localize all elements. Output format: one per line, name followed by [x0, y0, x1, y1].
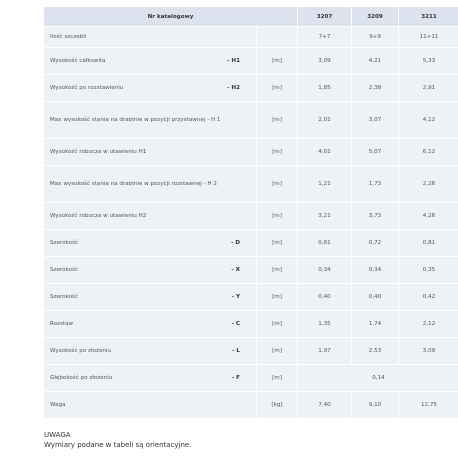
row-unit: [kg] — [257, 392, 297, 418]
row-label: Max wysokość stania na drabinie w pozycji rozstawnej - H 2 — [50, 181, 217, 187]
row-value-v1: 0,40 — [298, 284, 351, 310]
row-value-v2: 2,38 — [352, 75, 398, 101]
row-label-cell — [44, 102, 256, 138]
row-value-v1: 2,01 — [298, 102, 351, 138]
row-label: Wysokość po złożeniu — [50, 348, 112, 354]
row-value-v3: 4,12 — [399, 102, 458, 138]
row-tag: - Y — [231, 294, 240, 300]
row-value-v1: 3,21 — [298, 203, 351, 229]
row-value-v2: 1,73 — [352, 166, 398, 202]
row-value-v3: 11+11 — [399, 27, 458, 47]
table-row — [44, 75, 458, 101]
row-label: Szerokość — [50, 294, 78, 300]
spec-table — [43, 6, 458, 419]
row-label: Szerokość — [50, 240, 78, 246]
row-value-v3: 0,35 — [399, 257, 458, 283]
row-value-v3: 12,75 — [399, 392, 458, 418]
row-value-merged: 0,14 — [298, 365, 458, 391]
row-tag: - L — [232, 348, 240, 354]
row-unit: [m] — [257, 203, 297, 229]
table-header-row — [44, 7, 458, 26]
row-value-v3: 2,91 — [399, 75, 458, 101]
header-catalog-number: Nr katalogowy — [44, 7, 297, 26]
row-label-cell — [44, 311, 256, 337]
row-label-cell — [44, 203, 256, 229]
row-label-cell — [44, 48, 256, 74]
row-value-v2: 3,73 — [352, 203, 398, 229]
table-row — [44, 166, 458, 202]
row-value-v1: 7+7 — [298, 27, 351, 47]
table-row — [44, 392, 458, 418]
row-tag: - F — [231, 375, 240, 381]
row-label-cell — [44, 338, 256, 364]
row-unit: [m] — [257, 311, 297, 337]
row-value-v2: 4,21 — [352, 48, 398, 74]
row-label: Ilość szczebli — [50, 34, 87, 40]
row-label-cell — [44, 365, 256, 391]
row-label: Wysokość całkowita — [50, 58, 106, 64]
row-value-v2: 9+9 — [352, 27, 398, 47]
row-value-v1: 0,34 — [298, 257, 351, 283]
note-title: UWAGA — [44, 431, 71, 439]
row-value-v1: 1,35 — [298, 311, 351, 337]
table-row — [44, 257, 458, 283]
row-value-v1: 1,97 — [298, 338, 351, 364]
row-value-v2: 1,74 — [352, 311, 398, 337]
row-value-v3: 5,33 — [399, 48, 458, 74]
note-block — [44, 430, 191, 450]
row-label-cell — [44, 392, 256, 418]
row-value-v3: 2,26 — [399, 166, 458, 202]
row-label: Wysokość robocza w utawieniu H2 — [50, 213, 147, 219]
row-value-v1: 7,40 — [298, 392, 351, 418]
row-value-v2: 0,34 — [352, 257, 398, 283]
row-value-v1: 1,85 — [298, 75, 351, 101]
row-value-v2: 9,10 — [352, 392, 398, 418]
row-unit: [m] — [257, 102, 297, 138]
row-value-v2: 3,07 — [352, 102, 398, 138]
row-value-v1: 4,01 — [298, 139, 351, 165]
row-tag: - H2 — [227, 85, 240, 91]
table-row — [44, 27, 458, 47]
table-row — [44, 203, 458, 229]
row-value-v2: 5,07 — [352, 139, 398, 165]
row-unit: [m] — [257, 48, 297, 74]
row-label: Wysokość robocza w utawieniu H1 — [50, 149, 147, 155]
row-tag: - H1 — [227, 58, 240, 64]
header-model-3211: 3211 — [399, 7, 458, 26]
row-value-v2: 2,53 — [352, 338, 398, 364]
row-value-v3: 2,12 — [399, 311, 458, 337]
row-label: Głębokość po złożeniu — [50, 375, 113, 381]
row-unit: [m] — [257, 230, 297, 256]
row-label: Szerokość — [50, 267, 78, 273]
row-tag: - C — [231, 321, 240, 327]
row-unit: [m] — [257, 284, 297, 310]
row-value-v3: 0,42 — [399, 284, 458, 310]
row-label-cell — [44, 139, 256, 165]
row-tag: - X — [231, 267, 240, 273]
row-label-cell — [44, 257, 256, 283]
row-value-v1: 3,09 — [298, 48, 351, 74]
table-row — [44, 139, 458, 165]
row-unit: [m] — [257, 139, 297, 165]
table-row — [44, 311, 458, 337]
header-model-3207: 3207 — [298, 7, 351, 26]
row-unit: [m] — [257, 257, 297, 283]
table-row — [44, 230, 458, 256]
row-value-v3: 4,26 — [399, 203, 458, 229]
row-label-cell — [44, 284, 256, 310]
row-value-v3: 6,12 — [399, 139, 458, 165]
row-unit: [m] — [257, 75, 297, 101]
row-unit — [257, 27, 297, 47]
row-value-v1: 1,21 — [298, 166, 351, 202]
row-value-v3: 3,09 — [399, 338, 458, 364]
table-row — [44, 365, 458, 391]
row-label-cell — [44, 166, 256, 202]
row-label: Rozstaw — [50, 321, 74, 327]
table-body — [44, 27, 458, 418]
row-unit: [m] — [257, 166, 297, 202]
row-label-cell — [44, 75, 256, 101]
table-row — [44, 284, 458, 310]
row-value-v2: 0,40 — [352, 284, 398, 310]
row-unit: [m] — [257, 338, 297, 364]
header-model-3209: 3209 — [352, 7, 398, 26]
row-label: Max wysokość stania na drabinie w pozycji przystawnej - H 1 — [50, 117, 221, 123]
row-value-v2: 0,72 — [352, 230, 398, 256]
table-row — [44, 48, 458, 74]
row-unit: [m] — [257, 365, 297, 391]
row-value-v1: 0,61 — [298, 230, 351, 256]
row-label: Waga — [50, 402, 66, 408]
row-label-cell — [44, 27, 256, 47]
row-label-cell — [44, 230, 256, 256]
row-tag: - D — [231, 240, 240, 246]
note-text: Wymiary podane w tabeli są orientacyjne. — [44, 441, 192, 449]
row-label: Wysokość po rozstawieniu — [50, 85, 124, 91]
table-row — [44, 102, 458, 138]
table-row — [44, 338, 458, 364]
row-value-v3: 0,81 — [399, 230, 458, 256]
